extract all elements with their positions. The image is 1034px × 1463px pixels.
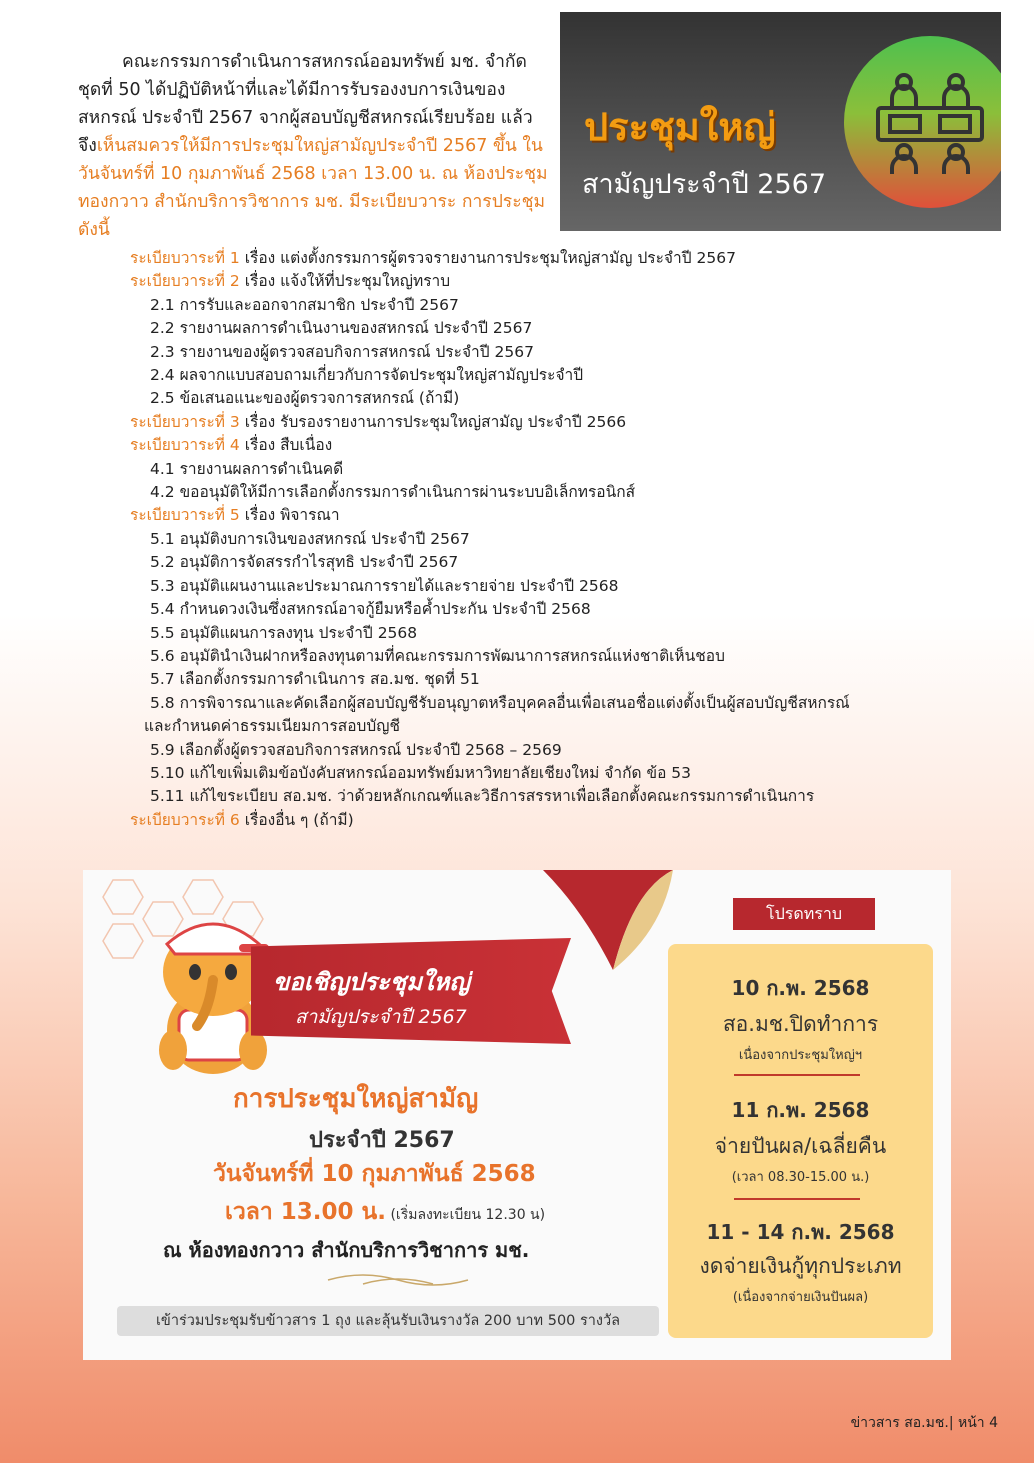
agenda-sub-item: 2.3 รายงานของผู้ตรวจสอบกิจการสหกรณ์ ประจำปี 2567 [150,342,534,361]
agenda-label: ระเบียบวาระที่ 5 [130,506,240,525]
agenda-sub-item: 2.2 รายงานผลการดำเนินงานของสหกรณ์ ประจำปี 2567 [150,319,533,338]
notice-box [668,944,933,1338]
agenda-sub-item: 5.3 อนุมัติแผนงานและประมาณการรายได้และรายจ่าย ประจำปี 2568 [150,576,619,595]
notice-date: 10 ก.พ. 2568 [731,976,870,1000]
poster-place: ณ ห้องทองกวาว สำนักบริการวิชาการ มช. [163,1238,530,1262]
intro-highlight: เห็นสมควรให้มีการประชุมใหญ่สามัญประจำปี 2567 ขึ้น ในวันจันทร์ที่ 10 กุมภาพันธ์ 2568 เวลา 13.00 น. ณ ห้องประชุมทองกวาว สำนักบริการวิชาการ มช. มีระเบียบวาระ การประชุมดังนี้ [78,136,548,240]
agenda-sub-item: 5.11 แก้ไขระเบียบ สอ.มช. ว่าด้วยหลักเกณฑ์และวิธีการสรรหาเพื่อเลือกตั้งคณะกรรมการดำเนินการ [150,787,815,806]
poster-main-title: การประชุมใหญ่สามัญ [233,1084,479,1114]
header-title: ประชุมใหญ่ [584,105,776,149]
notice-main: สอ.มช.ปิดทำการ [722,1012,879,1036]
notice-divider [734,1074,860,1076]
intro-paragraph [78,48,554,244]
ornament-divider [323,1270,473,1290]
agenda-text: เรื่องอื่น ๆ (ถ้ามี) [239,810,354,829]
intro-text: คณะกรรมการดำเนินการสหกรณ์ออมทรัพย์ มช. จำกัด ชุดที่ 50 ได้ปฏิบัติหน้าที่และได้มีการรับรองงบการเงินของ สหกรณ์ ประจำปี 2567 จากผู้สอบบัญชีสหกรณ์เรียบร้อย แล้ว จึง [78,52,533,156]
agenda-sub-item: 4.1 รายงานผลการดำเนินคดี [150,459,344,478]
agenda-sub-item: 5.4 กำหนดวงเงินซึ่งสหกรณ์อาจกู้ยืมหรือค้ำประกัน ประจำปี 2568 [150,600,591,619]
agenda-sub-text: 5.8 การพิจารณาและคัดเลือกผู้สอบบัญชีรับอนุญาตหรือบุคคลอื่นเพื่อเสนอชื่อแต่งตั้งเป็นผู้สอบบัญชีสหกรณ์ [150,693,850,712]
notice-tag: โปรดทราบ [733,898,875,930]
notice-date: 11 - 14 ก.พ. 2568 [706,1220,895,1244]
poster-footer-note: เข้าร่วมประชุมรับข้าวสาร 1 ถุง และลุ้นรับเงินรางวัล 200 บาท 500 รางวัล [117,1306,659,1336]
agenda-text: เรื่อง สืบเนื่อง [239,436,333,455]
agenda-text: เรื่อง พิจารณา [239,506,340,525]
header-subtitle: สามัญประจำปี 2567 [582,169,827,200]
notice-note: (เวลา 08.30-15.00 น.) [731,1170,870,1185]
agenda-item [130,270,930,293]
agenda-sub-item [130,692,930,739]
poster-time-note: (เริ่มลงทะเบียน 12.30 น) [386,1207,546,1223]
agenda-item [130,434,930,457]
notice-divider [734,1198,860,1200]
agenda-sub-item: 2.4 ผลจากแบบสอบถามเกี่ยวกับการจัดประชุมใหญ่สามัญประจำปี [150,366,584,385]
agenda-sub-item: 5.9 เลือกตั้งผู้ตรวจสอบกิจการสหกรณ์ ประจำปี 2568 – 2569 [150,740,562,759]
agenda-sub-item: 2.1 การรับและออกจากสมาชิก ประจำปี 2567 [150,295,459,314]
agenda-sub-item: 4.2 ขออนุมัติให้มีการเลือกตั้งกรรมการดำเนินการผ่านระบบอิเล็กทรอนิกส์ [150,483,636,502]
agenda-text: เรื่อง แต่งตั้งกรรมการผู้ตรวจรายงานการประชุมใหญ่สามัญ ประจำปี 2567 [239,249,736,267]
page-footer: ข่าวสาร สอ.มช.| หน้า 4 [850,1415,998,1431]
agenda-label: ระเบียบวาระที่ 3 [130,412,240,431]
notice-main: จ่ายปันผล/เฉลี่ยคืน [714,1134,887,1158]
agenda-label: ระเบียบวาระที่ 1 [130,249,240,267]
agenda-sub-item: 5.1 อนุมัติงบการเงินของสหกรณ์ ประจำปี 2567 [150,529,470,548]
agenda-label: ระเบียบวาระที่ 2 [130,272,240,291]
header-banner [560,12,1001,231]
notice-main: งดจ่ายเงินกู้ทุกประเภท [699,1254,902,1278]
agenda-sub-item: 5.5 อนุมัติแผนการลงทุน ประจำปี 2568 [150,623,418,642]
agenda-sub-item: 5.10 แก้ไขเพิ่มเติมข้อบังคับสหกรณ์ออมทรัพย์มหาวิทยาลัยเชียงใหม่ จำกัด ข้อ 53 [150,763,692,782]
agenda-list [130,247,930,832]
meeting-icon [874,72,986,176]
agenda-sub-item: 5.6 อนุมัตินำเงินฝากหรือลงทุนตามที่คณะกรรมการพัฒนาการสหกรณ์แห่งชาติเห็นชอบ [150,646,725,665]
agenda-label: ระเบียบวาระที่ 4 [130,436,240,455]
agenda-text: เรื่อง แจ้งให้ที่ประชุมใหญ่ทราบ [239,272,451,291]
poster-year: ประจำปี 2567 [309,1128,455,1153]
ribbon-subtitle: สามัญประจำปี 2567 [295,1006,467,1028]
agenda-item [130,809,930,832]
agenda-label: ระเบียบวาระที่ 6 [130,810,240,829]
agenda-item [130,247,930,270]
notice-note: เนื่องจากประชุมใหญ่ฯ [738,1048,863,1063]
agenda-sub-item: 5.2 อนุมัติการจัดสรรกำไรสุทธิ ประจำปี 2567 [150,553,459,572]
poster-time [225,1194,545,1230]
agenda-sub-continuation: และกำหนดค่าธรรมเนียมการสอบบัญชี [144,717,400,736]
notice-date: 11 ก.พ. 2568 [731,1098,870,1122]
notice-note: (เนื่องจากจ่ายเงินปันผล) [732,1290,869,1305]
agenda-item [130,411,930,434]
agenda-sub-item: 2.5 ข้อเสนอแนะของผู้ตรวจการสหกรณ์ (ถ้ามี) [150,389,460,408]
agenda-text: เรื่อง รับรองรายงานการประชุมใหญ่สามัญ ประจำปี 2566 [239,412,627,431]
invitation-poster [83,870,951,1360]
poster-time-value: เวลา 13.00 น. [225,1199,387,1225]
poster-date: วันจันทร์ที่ 10 กุมภาพันธ์ 2568 [213,1161,536,1187]
page-curl-decoration [543,870,683,980]
agenda-item [130,504,930,527]
agenda-sub-item: 5.7 เลือกตั้งกรรมการดำเนินการ สอ.มช. ชุดที่ 51 [150,670,480,689]
ribbon-title: ขอเชิญประชุมใหญ่ [273,968,470,996]
